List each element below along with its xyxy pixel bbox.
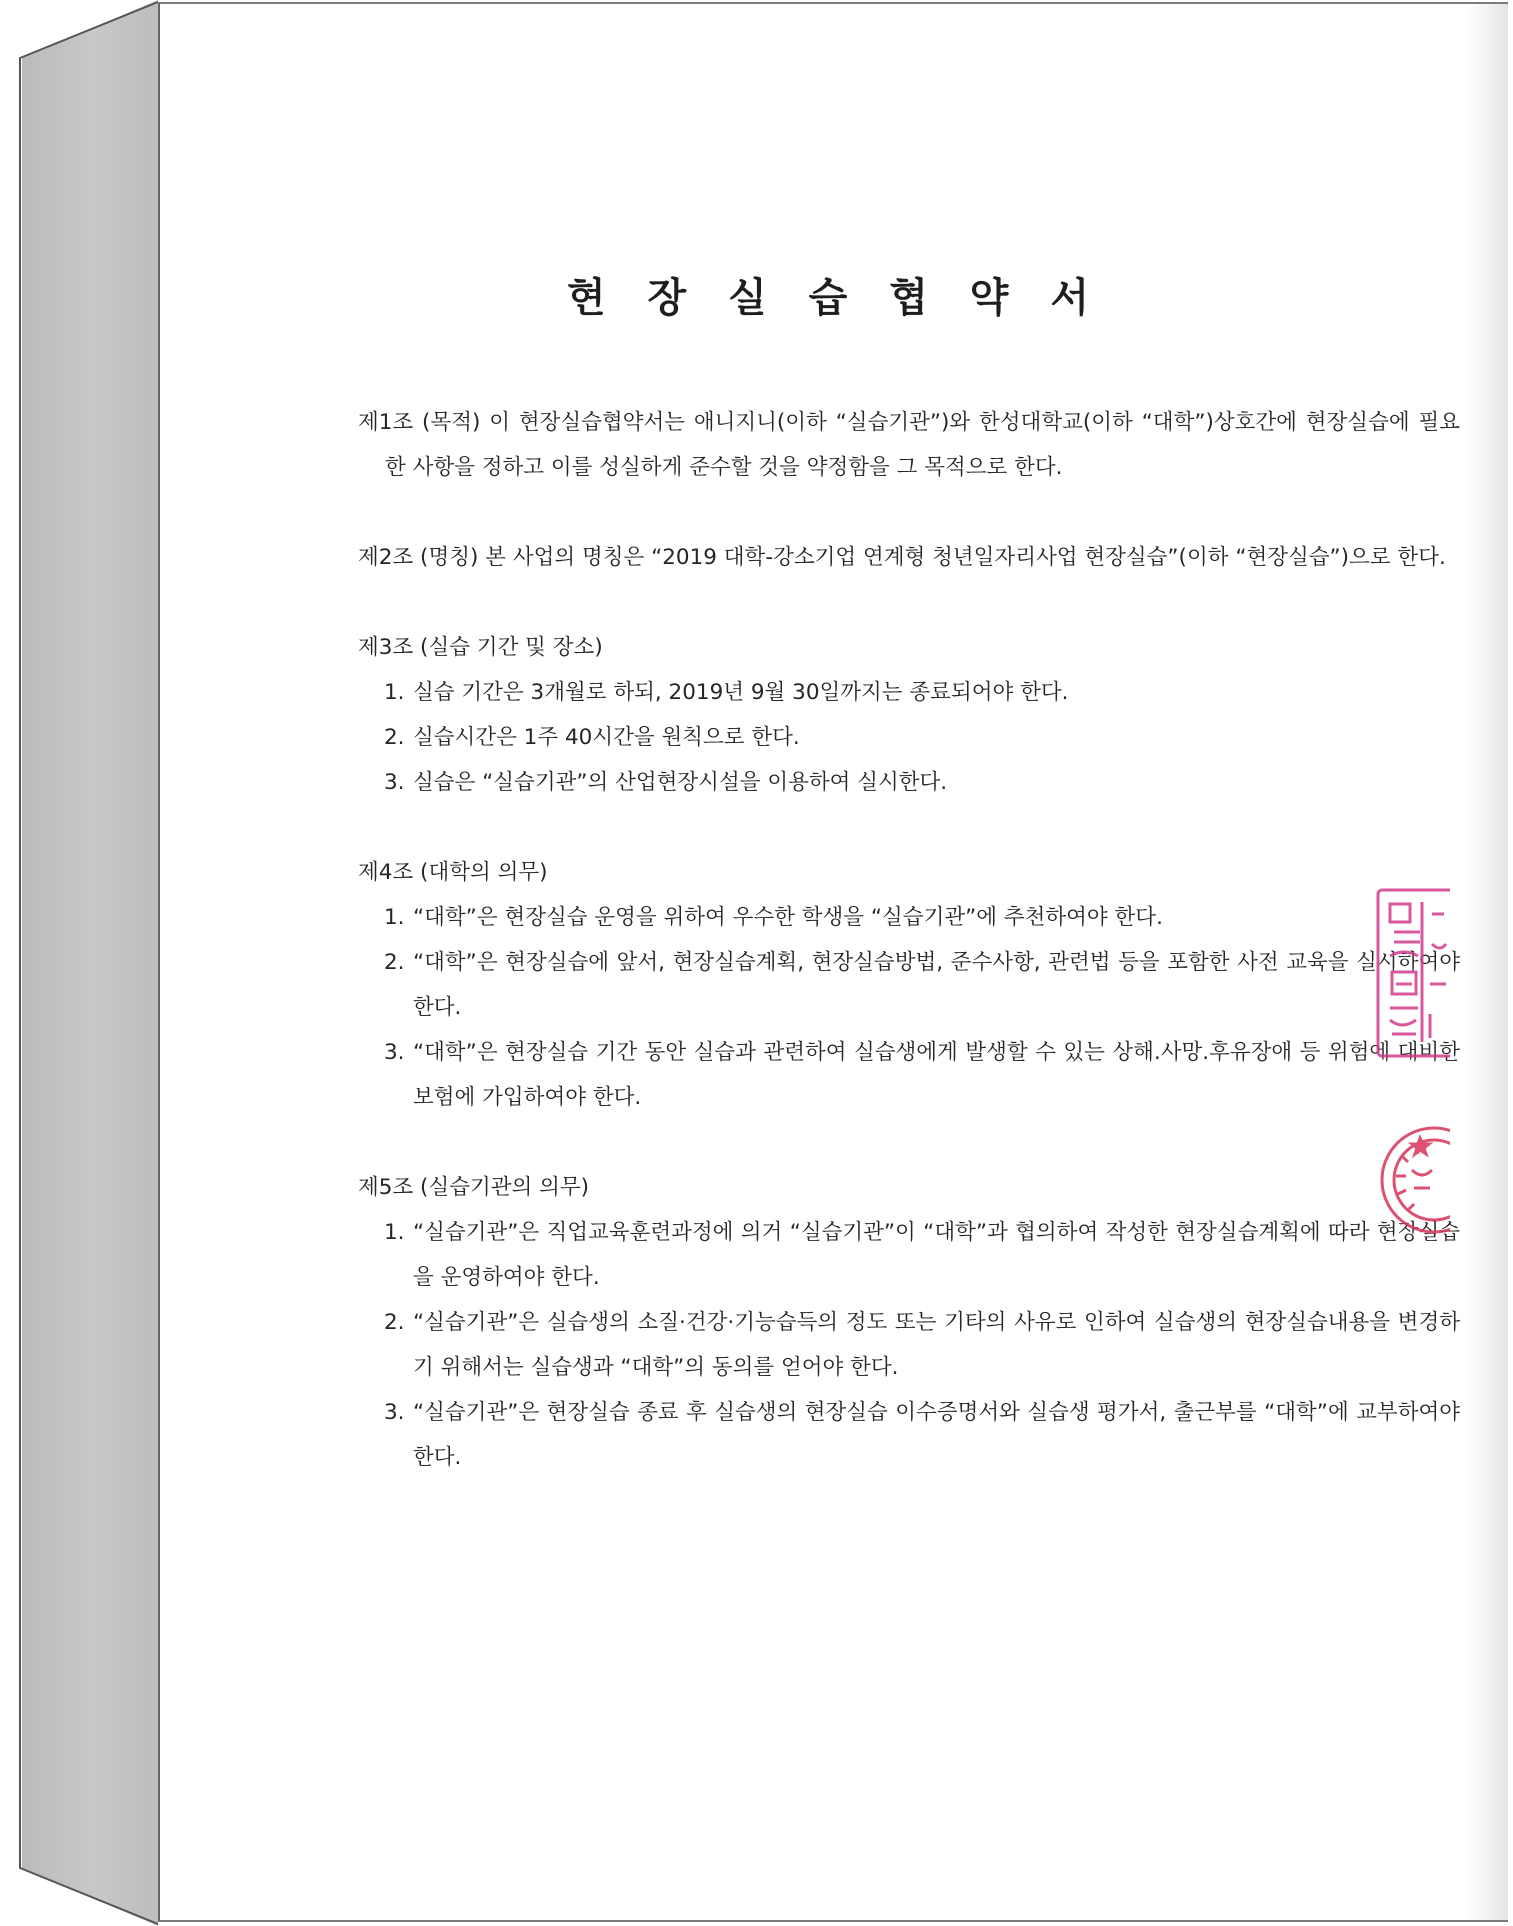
partial-round-seal <box>1372 1124 1450 1236</box>
item-number: 1. <box>384 1220 405 1245</box>
article-3-heading: 제3조 (실습 기간 및 장소) <box>358 635 603 660</box>
list-item <box>358 1300 1460 1390</box>
article-1-text: 제1조 (목적) 이 현장실습협약서는 애니지니(이하 “실습기관”)와 한성대학교(이하 “대학”)상호간에 현장실습에 필요한 사항을 정하고 이를 성실하게 준수할 것을 약정함을 그 목적으로 한다. <box>358 410 1460 480</box>
item-text: “대학”은 현장실습 기간 동안 실습과 관련하여 실습생에게 발생할 수 있는 상해.사망.후유장애 등 위험에 대비한 보험에 가입하여야 한다. <box>413 1040 1460 1110</box>
item-number: 1. <box>384 680 405 705</box>
article-4 <box>358 850 1460 1120</box>
partial-rectangular-seal <box>1372 884 1450 1062</box>
item-text: “대학”은 현장실습 운영을 위하여 우수한 학생을 “실습기관”에 추천하여야 한다. <box>413 905 1163 930</box>
article-2 <box>358 535 1460 580</box>
article-3 <box>358 625 1460 805</box>
item-text: 실습시간은 1주 40시간을 원칙으로 한다. <box>413 725 800 750</box>
item-number: 3. <box>384 1400 405 1425</box>
book-edge-outline <box>0 0 160 1926</box>
article-5 <box>358 1165 1460 1480</box>
list-item <box>358 1030 1460 1120</box>
article-4-heading: 제4조 (대학의 의무) <box>358 860 548 885</box>
list-item <box>358 940 1460 1030</box>
item-text: 실습 기간은 3개월로 하되, 2019년 9월 30일까지는 종료되어야 한다. <box>413 680 1069 705</box>
list-item <box>358 760 1460 805</box>
document-title: 현 장 실 습 협 약 서 <box>566 275 1104 321</box>
article-1 <box>358 400 1460 490</box>
document-page <box>158 2 1508 1922</box>
item-text: “대학”은 현장실습에 앞서, 현장실습계획, 현장실습방법, 준수사항, 관련법 등을 포함한 사전 교육을 실시하여야 한다. <box>413 950 1460 1020</box>
list-item <box>358 1390 1460 1480</box>
list-item <box>358 1210 1460 1300</box>
item-number: 1. <box>384 905 405 930</box>
list-item <box>358 670 1460 715</box>
item-number: 2. <box>384 950 405 975</box>
document-body <box>358 400 1460 1525</box>
article-2-text: 제2조 (명칭) 본 사업의 명칭은 “2019 대학-강소기업 연계형 청년일자리사업 현장실습”(이하 “현장실습”)으로 한다. <box>358 545 1446 570</box>
article-5-items <box>358 1210 1460 1480</box>
item-text: “실습기관”은 현장실습 종료 후 실습생의 현장실습 이수증명서와 실습생 평가서, 출근부를 “대학”에 교부하여야 한다. <box>413 1400 1460 1470</box>
item-text: 실습은 “실습기관”의 산업현장시설을 이용하여 실시한다. <box>413 770 948 795</box>
article-4-items <box>358 895 1460 1120</box>
item-number: 2. <box>384 725 405 750</box>
item-number: 2. <box>384 1310 405 1335</box>
list-item <box>358 715 1460 760</box>
item-number: 3. <box>384 1040 405 1065</box>
article-5-heading: 제5조 (실습기관의 의무) <box>358 1175 590 1200</box>
article-3-items <box>358 670 1460 805</box>
item-text: “실습기관”은 직업교육훈련과정에 의거 “실습기관”이 “대학”과 협의하여 작성한 현장실습계획에 따라 현장실습을 운영하여야 한다. <box>413 1220 1460 1290</box>
item-text: “실습기관”은 실습생의 소질·건강·기능습득의 정도 또는 기타의 사유로 인하여 실습생의 현장실습내용을 변경하기 위해서는 실습생과 “대학”의 동의를 얻어야 한다. <box>413 1310 1460 1380</box>
item-number: 3. <box>384 770 405 795</box>
list-item <box>358 895 1460 940</box>
